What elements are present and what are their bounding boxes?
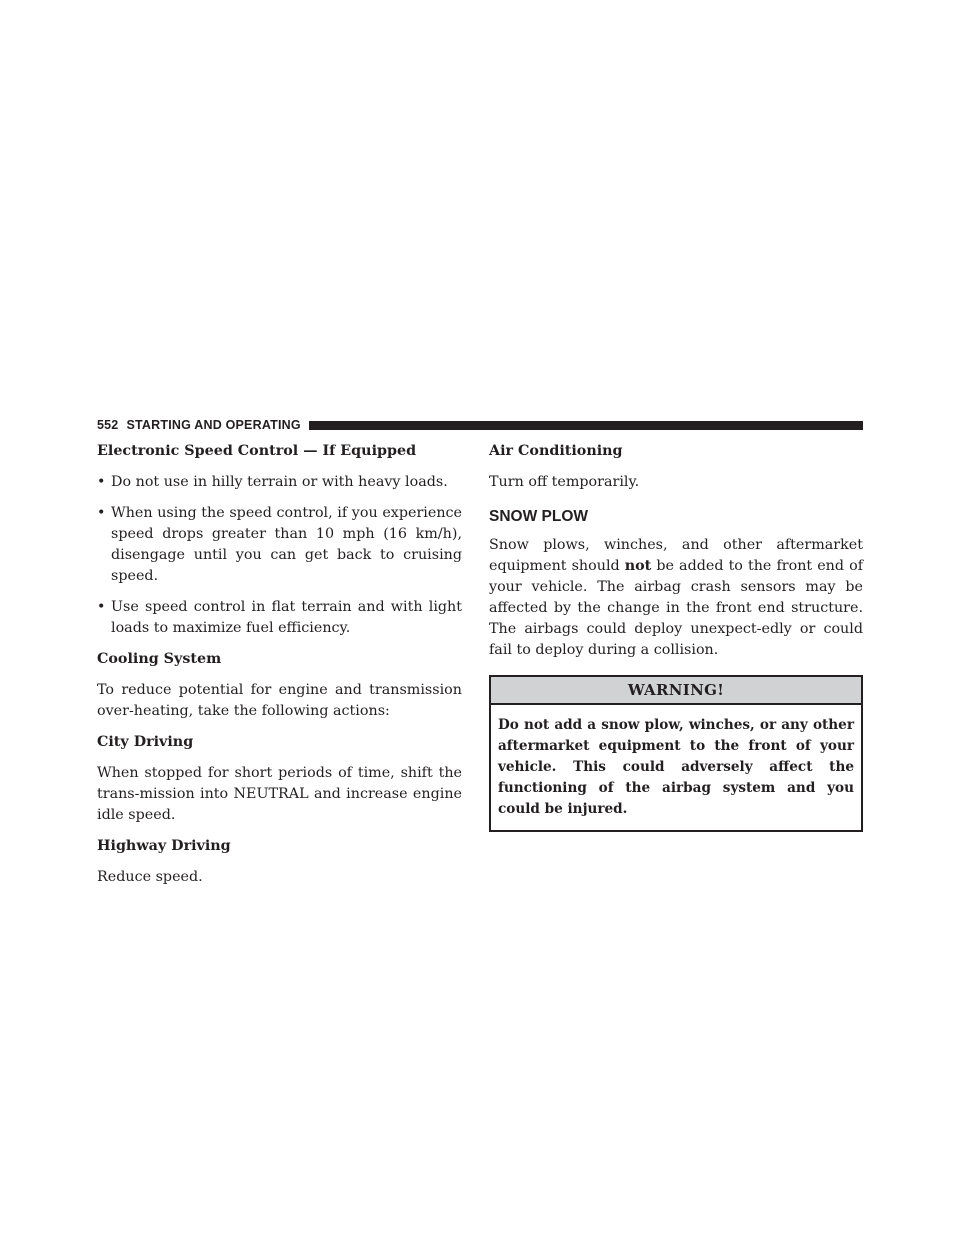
list-item-text: When using the speed control, if you experience speed drops greater than 10 mph (16 km/h), disengage until you can get back to cruising speed. [111,505,462,584]
speed-control-heading: Electronic Speed Control — If Equipped [97,443,417,459]
bullet-icon: • [97,474,106,490]
snow-plow-heading: SNOW PLOW [489,508,589,525]
bullet-icon: • [97,505,106,521]
right-column [489,441,863,832]
list-item-text: Do not use in hilly terrain or with heavy loads. [111,474,448,490]
air-conditioning-heading: Air Conditioning [489,443,623,459]
speed-control-list [97,472,462,639]
page-header [97,417,863,433]
warning-title: WARNING! [491,677,861,705]
highway-driving-heading: Highway Driving [97,838,231,854]
highway-driving-text: Reduce speed. [97,869,203,885]
cooling-text: To reduce potential for engine and transmission over-heating, take the following actions: [97,682,462,719]
list-item [97,503,462,587]
section-title: STARTING AND OPERATING [126,418,301,432]
header-rule [309,421,863,430]
snow-plow-text [489,535,863,661]
city-driving-text: When stopped for short periods of time, shift the trans-mission into NEUTRAL and increase engine idle speed. [97,765,462,823]
list-item-text: Use speed control in flat terrain and with light loads to maximize fuel efficiency. [111,599,462,636]
snow-plow-emphasis: not [624,558,652,574]
cooling-heading: Cooling System [97,651,222,667]
left-column [97,441,462,898]
list-item [97,472,462,493]
bullet-icon: • [97,599,106,615]
page-number: 552 [97,418,119,432]
air-conditioning-text: Turn off temporarily. [489,474,640,490]
list-item [97,597,462,639]
snow-plow-text-end: be added to the front end of your vehicle. The airbag crash sensors may be affected by the change in the front end structure. The airbags could deploy unexpect-edly or could fail to deploy during a collision. [489,558,864,658]
snow-plow-text-start: Snow plows, winches, and other aftermarket equipment should [489,537,863,574]
warning-box [489,675,863,832]
warning-text: Do not add a snow plow, winches, or any other aftermarket equipment to the front of your vehicle. This could adversely affect the functioning of the airbag system and you could be injured. [498,717,854,817]
city-driving-heading: City Driving [97,734,194,750]
